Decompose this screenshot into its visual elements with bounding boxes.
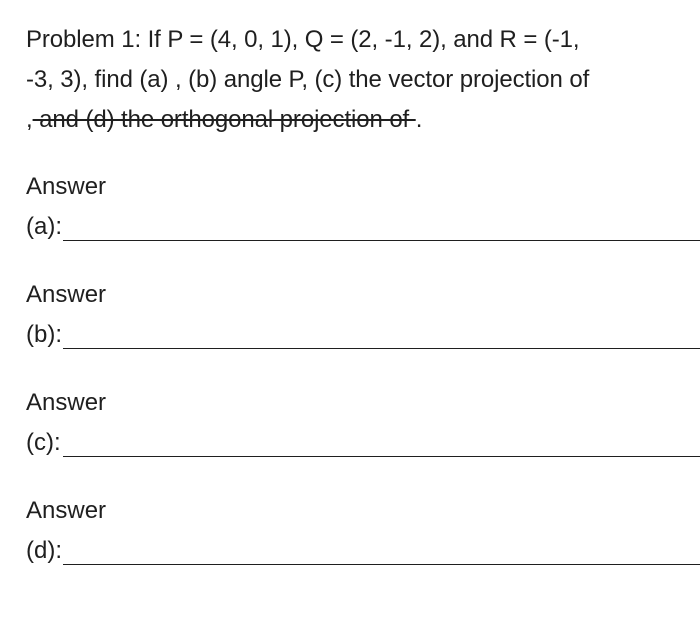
answer-label-a: (a): [26,213,62,240]
problem-line-2: -3, 3), find (a) , (b) angle P, (c) the vector projection of [26,66,590,93]
problem-line-3-prefix: , [26,106,33,133]
answer-block-c [26,383,700,463]
problem-line-3 [26,100,686,140]
answer-row-d [26,531,700,571]
answer-row-c [26,423,700,463]
problem-line-1: Problem 1: If P = (4, 0, 1), Q = (2, -1, 2), and R = (-1, [26,26,580,53]
struck-through-text: and (d) the orthogonal projection of [32,106,416,133]
answer-line-b[interactable] [63,348,700,349]
problem-line-3-suffix: . [415,106,423,133]
answer-line-d[interactable] [63,564,700,565]
answer-heading: Answer [26,497,107,524]
answer-label-c: (c): [26,429,61,456]
answer-row-a [26,207,700,247]
answer-heading: Answer [26,281,107,308]
answer-label-d: (d): [26,537,62,564]
answer-line-a[interactable] [63,240,700,241]
answer-line-c[interactable] [63,456,700,457]
answer-block-a [26,167,700,247]
problem-statement [26,20,686,140]
answer-heading: Answer [26,173,107,200]
answer-block-b [26,275,700,355]
answer-heading: Answer [26,389,107,416]
answer-block-d [26,491,700,571]
answer-label-b: (b): [26,321,62,348]
answer-row-b [26,315,700,355]
